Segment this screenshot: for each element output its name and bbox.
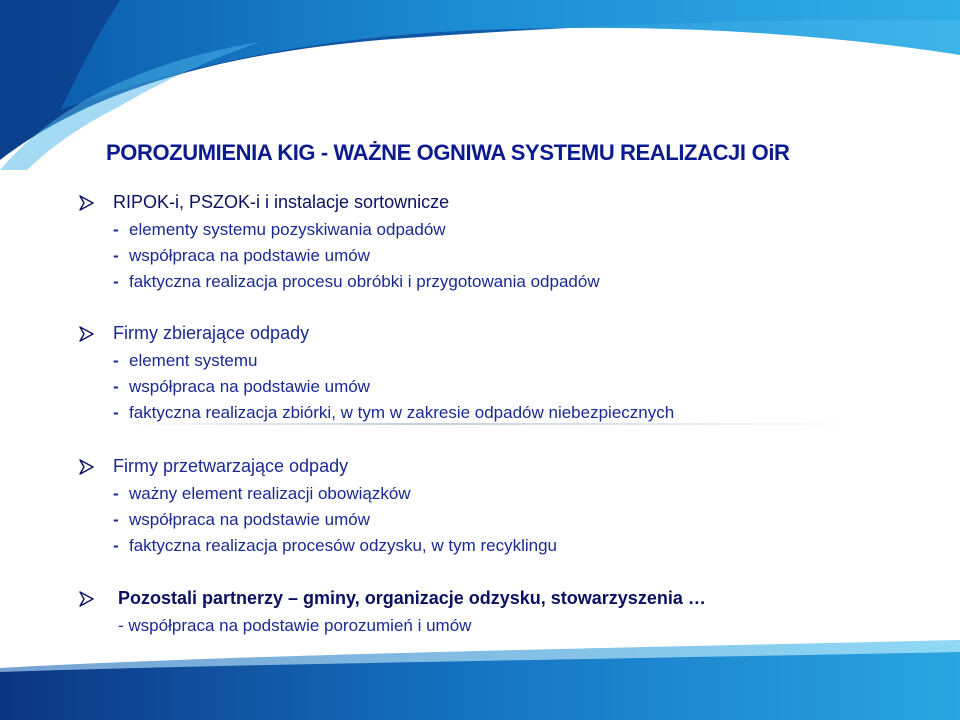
section-heading: RIPOK-i, PSZOK-i i instalacje sortownicze [113, 192, 450, 212]
list-item-dash: - [113, 484, 119, 503]
page-title-tail: OiR [751, 140, 790, 165]
list-item-dash: - [113, 351, 119, 370]
arrowhead-bullet-icon [78, 326, 94, 342]
page-title-main: POROZUMIENIA KIG - WAŻNE OGNIWA SYSTEMU REALIZACJI [106, 140, 746, 165]
section-heading: Firmy przetwarzające odpady [113, 456, 349, 476]
list-item-text: faktyczna realizacja zbiórki, w tym w zakresie odpadów niebezpiecznych [129, 403, 675, 422]
list-item-text: współpraca na podstawie umów [129, 510, 370, 529]
list-item [113, 508, 370, 532]
list-item-dash: - [113, 246, 119, 265]
list-item-dash: - [113, 220, 119, 239]
list-item-text: współpraca na podstawie umów [129, 246, 370, 265]
section-heading: Pozostali partnerzy – gminy, organizacje odzysku, stowarzyszenia … [118, 588, 706, 608]
list-item-text: element systemu [129, 351, 258, 370]
list-item [113, 244, 370, 268]
list-item-text: faktyczna realizacja procesu obróbki i przygotowania odpadów [129, 272, 600, 291]
list-item [113, 349, 258, 373]
list-item-dash: - [113, 510, 119, 529]
list-item-text: współpraca na podstawie porozumień i umów [128, 616, 472, 635]
list-item [113, 270, 600, 294]
list-item-dash: - [113, 403, 119, 422]
arrowhead-bullet-icon [78, 591, 94, 607]
list-item [113, 375, 370, 399]
list-item [113, 482, 411, 506]
list-item-text: współpraca na podstawie umów [129, 377, 370, 396]
list-item-dash: - [118, 616, 124, 635]
list-item-text: faktyczna realizacja procesów odzysku, w tym recyklingu [129, 536, 557, 555]
list-item [113, 534, 557, 558]
section-divider [120, 423, 860, 425]
list-item-dash: - [113, 377, 119, 396]
list-item [113, 218, 446, 242]
list-item-dash: - [113, 272, 119, 291]
list-item-text: elementy systemu pozyskiwania odpadów [129, 220, 446, 239]
list-item [113, 401, 674, 425]
list-item-text: ważny element realizacji obowiązków [129, 484, 411, 503]
arrowhead-bullet-icon [78, 459, 94, 475]
list-item [118, 614, 471, 638]
list-item-dash: - [113, 536, 119, 555]
arrowhead-bullet-icon [78, 195, 94, 211]
section-heading: Firmy zbierające odpady [113, 323, 310, 343]
